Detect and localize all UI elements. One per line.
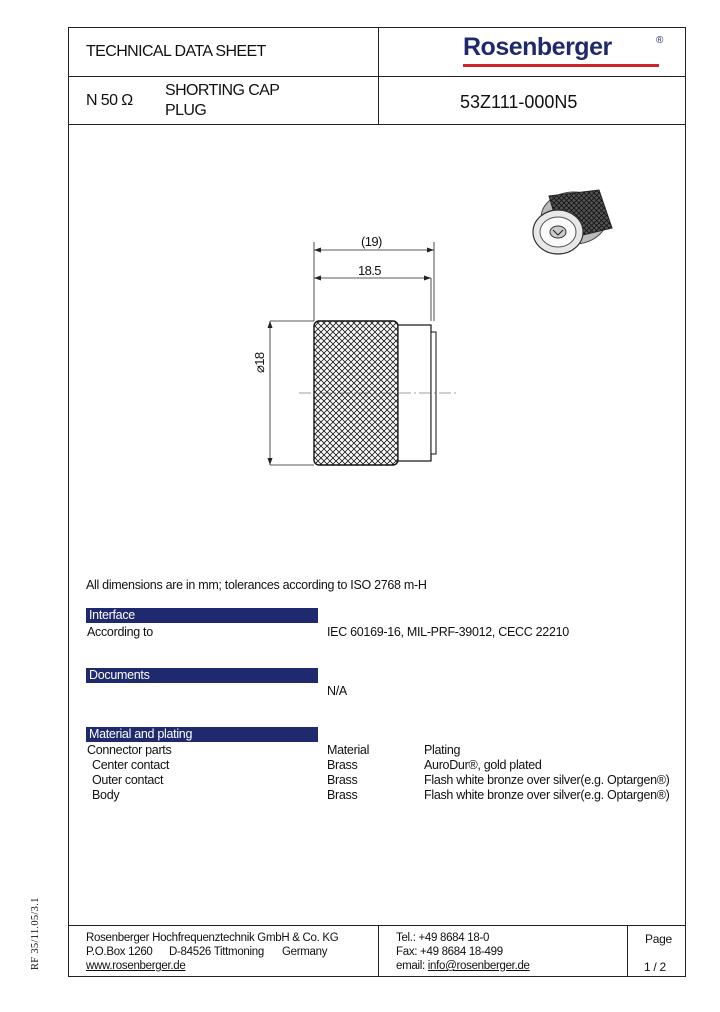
document-title: TECHNICAL DATA SHEET	[86, 43, 266, 60]
footer-column-divider	[378, 925, 379, 977]
table-row-plating: Flash white bronze over silver(e.g. Optargen®)	[424, 788, 670, 802]
registered-mark: ®	[656, 35, 664, 46]
product-name-line2: PLUG	[165, 102, 207, 119]
footer-website-link[interactable]: www.rosenberger.de	[86, 960, 186, 972]
column-header-plating: Plating	[424, 743, 461, 757]
table-row-material: Brass	[327, 788, 358, 802]
documents-value: N/A	[327, 684, 347, 698]
footer-column-divider	[627, 925, 628, 977]
footer-company: Rosenberger Hochfrequenztechnik GmbH & Co. KG	[86, 932, 339, 944]
datasheet-frame	[68, 27, 686, 977]
table-row-plating: Flash white bronze over silver(e.g. Optargen®)	[424, 773, 670, 787]
impedance-label: N 50 Ω	[86, 92, 133, 109]
footer-city: D-84526 Tittmoning	[169, 946, 264, 958]
page-number: 1 / 2	[644, 960, 666, 974]
interface-label: According to	[87, 625, 153, 639]
dimension-diameter: ⌀18	[252, 352, 267, 373]
footer-divider	[69, 925, 685, 926]
section-header-material: Material and plating	[86, 727, 318, 742]
table-row-part: Body	[92, 788, 120, 802]
table-row-material: Brass	[327, 758, 358, 772]
footer-po-box: P.O.Box 1260	[86, 946, 153, 958]
footer-email-link[interactable]: info@rosenberger.de	[427, 960, 530, 972]
tolerance-note: All dimensions are in mm; tolerances according to ISO 2768 m-H	[86, 578, 427, 592]
header-divider	[69, 76, 685, 77]
dimension-overall-length: (19)	[361, 234, 382, 249]
side-document-code: RF 35/11.05/3.1	[30, 897, 41, 970]
header-divider	[69, 124, 685, 125]
column-header-material: Material	[327, 743, 370, 757]
footer-email-label: email:	[396, 960, 428, 972]
rosenberger-logo	[463, 33, 673, 71]
interface-standards: IEC 60169-16, MIL-PRF-39012, CECC 22210	[327, 625, 569, 639]
header-column-divider	[378, 28, 379, 124]
product-name-line1: SHORTING CAP	[165, 82, 280, 99]
column-header-parts: Connector parts	[87, 743, 172, 757]
table-row-plating: AuroDur®, gold plated	[424, 758, 542, 772]
product-3d-render	[533, 190, 612, 254]
table-row-part: Center contact	[92, 758, 170, 772]
technical-drawing	[69, 128, 685, 468]
part-number: 53Z111-000N5	[460, 92, 578, 112]
footer-fax: Fax: +49 8684 18-499	[396, 946, 503, 958]
footer-phone: Tel.: +49 8684 18-0	[396, 932, 490, 944]
section-header-documents: Documents	[86, 668, 318, 683]
footer-country: Germany	[282, 946, 328, 958]
brand-name: Rosenberger	[463, 33, 612, 61]
footer-email	[396, 960, 530, 972]
brand-underline	[463, 64, 659, 67]
table-row-material: Brass	[327, 773, 358, 787]
table-row-part: Outer contact	[92, 773, 164, 787]
page-label: Page	[645, 932, 672, 946]
section-header-interface: Interface	[86, 608, 318, 623]
dimension-body-length: 18.5	[358, 263, 381, 278]
